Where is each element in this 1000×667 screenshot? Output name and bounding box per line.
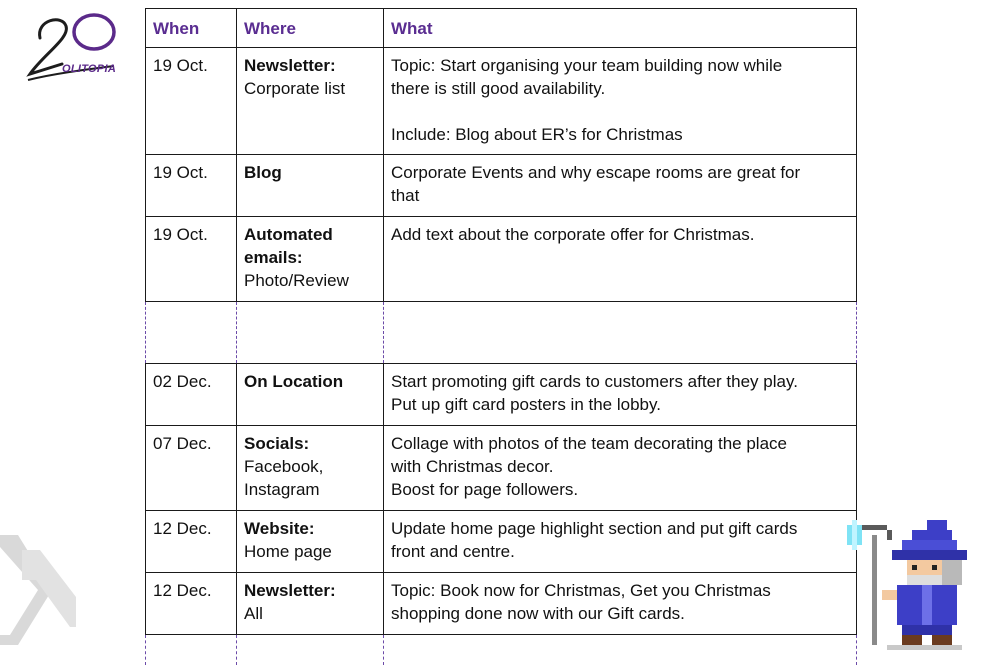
what-line: there is still good availability. bbox=[391, 79, 606, 98]
cell-when: 12 Dec. bbox=[146, 573, 237, 635]
table-row bbox=[146, 426, 857, 511]
what-line: Update home page highlight section and put gift cards bbox=[391, 519, 798, 538]
where-channel: Blog bbox=[244, 163, 282, 182]
grey-chevron-icon bbox=[0, 535, 80, 645]
what-line: Include: Blog about ER’s for Christmas bbox=[391, 125, 683, 144]
cell-when: 19 Oct. bbox=[146, 155, 237, 217]
cell-where bbox=[237, 217, 384, 302]
where-detail: Corporate list bbox=[244, 79, 346, 98]
cell-when: 19 Oct. bbox=[146, 217, 237, 302]
cell-where bbox=[237, 48, 384, 155]
where-channel: Website: bbox=[244, 519, 315, 538]
cell-what bbox=[384, 511, 857, 573]
cell-where bbox=[237, 573, 384, 635]
what-line: Topic: Book now for Christmas, Get you Christmas bbox=[391, 581, 771, 600]
marketing-plan-table bbox=[145, 8, 857, 665]
what-line: Collage with photos of the team decorating the place bbox=[391, 434, 787, 453]
table-row bbox=[146, 48, 857, 155]
table-continuation-row bbox=[146, 635, 857, 665]
cell-where bbox=[237, 155, 384, 217]
where-channel: Newsletter: bbox=[244, 581, 336, 600]
brand-logo bbox=[22, 8, 122, 88]
cell-what bbox=[384, 48, 857, 155]
pixel-wizard-icon bbox=[842, 515, 977, 650]
table-row bbox=[146, 573, 857, 635]
where-detail: Home page bbox=[244, 542, 332, 561]
table-row bbox=[146, 155, 857, 217]
table-gap-row bbox=[146, 302, 857, 364]
table-header-row bbox=[146, 9, 857, 48]
where-detail: All bbox=[244, 604, 263, 623]
what-line: with Christmas decor. bbox=[391, 457, 554, 476]
where-channel: Newsletter: bbox=[244, 56, 336, 75]
cell-when: 19 Oct. bbox=[146, 48, 237, 155]
cell-what bbox=[384, 217, 857, 302]
header-where: Where bbox=[237, 9, 384, 48]
where-channel: On Location bbox=[244, 372, 344, 391]
what-line: Topic: Start organising your team building now while bbox=[391, 56, 783, 75]
header-what: What bbox=[384, 9, 857, 48]
cell-what bbox=[384, 573, 857, 635]
table-row bbox=[146, 364, 857, 426]
where-detail: Facebook, Instagram bbox=[244, 457, 324, 499]
where-channel: Socials: bbox=[244, 434, 310, 453]
where-detail: Photo/Review bbox=[244, 271, 349, 290]
what-line: shopping done now with our Gift cards. bbox=[391, 604, 685, 623]
what-line: Add text about the corporate offer for Christmas. bbox=[391, 225, 755, 244]
where-channel: Automated emails: bbox=[244, 225, 333, 267]
header-when: When bbox=[146, 9, 237, 48]
cell-when: 02 Dec. bbox=[146, 364, 237, 426]
cell-what bbox=[384, 155, 857, 217]
what-line: Start promoting gift cards to customers after they play. bbox=[391, 372, 798, 391]
cell-when: 07 Dec. bbox=[146, 426, 237, 511]
what-line: that bbox=[391, 186, 420, 205]
cell-where bbox=[237, 511, 384, 573]
what-line: Put up gift card posters in the lobby. bbox=[391, 395, 661, 414]
cell-what bbox=[384, 364, 857, 426]
what-line: Corporate Events and why escape rooms are great for bbox=[391, 163, 801, 182]
table-row bbox=[146, 217, 857, 302]
cell-where bbox=[237, 426, 384, 511]
what-line: Boost for page followers. bbox=[391, 480, 579, 499]
cell-where bbox=[237, 364, 384, 426]
what-line: front and centre. bbox=[391, 542, 515, 561]
logo-wordmark: OLITOPIA bbox=[62, 63, 117, 75]
cell-what bbox=[384, 426, 857, 511]
cell-when: 12 Dec. bbox=[146, 511, 237, 573]
table-row bbox=[146, 511, 857, 573]
zolitopia-20-logo-icon bbox=[22, 8, 122, 88]
